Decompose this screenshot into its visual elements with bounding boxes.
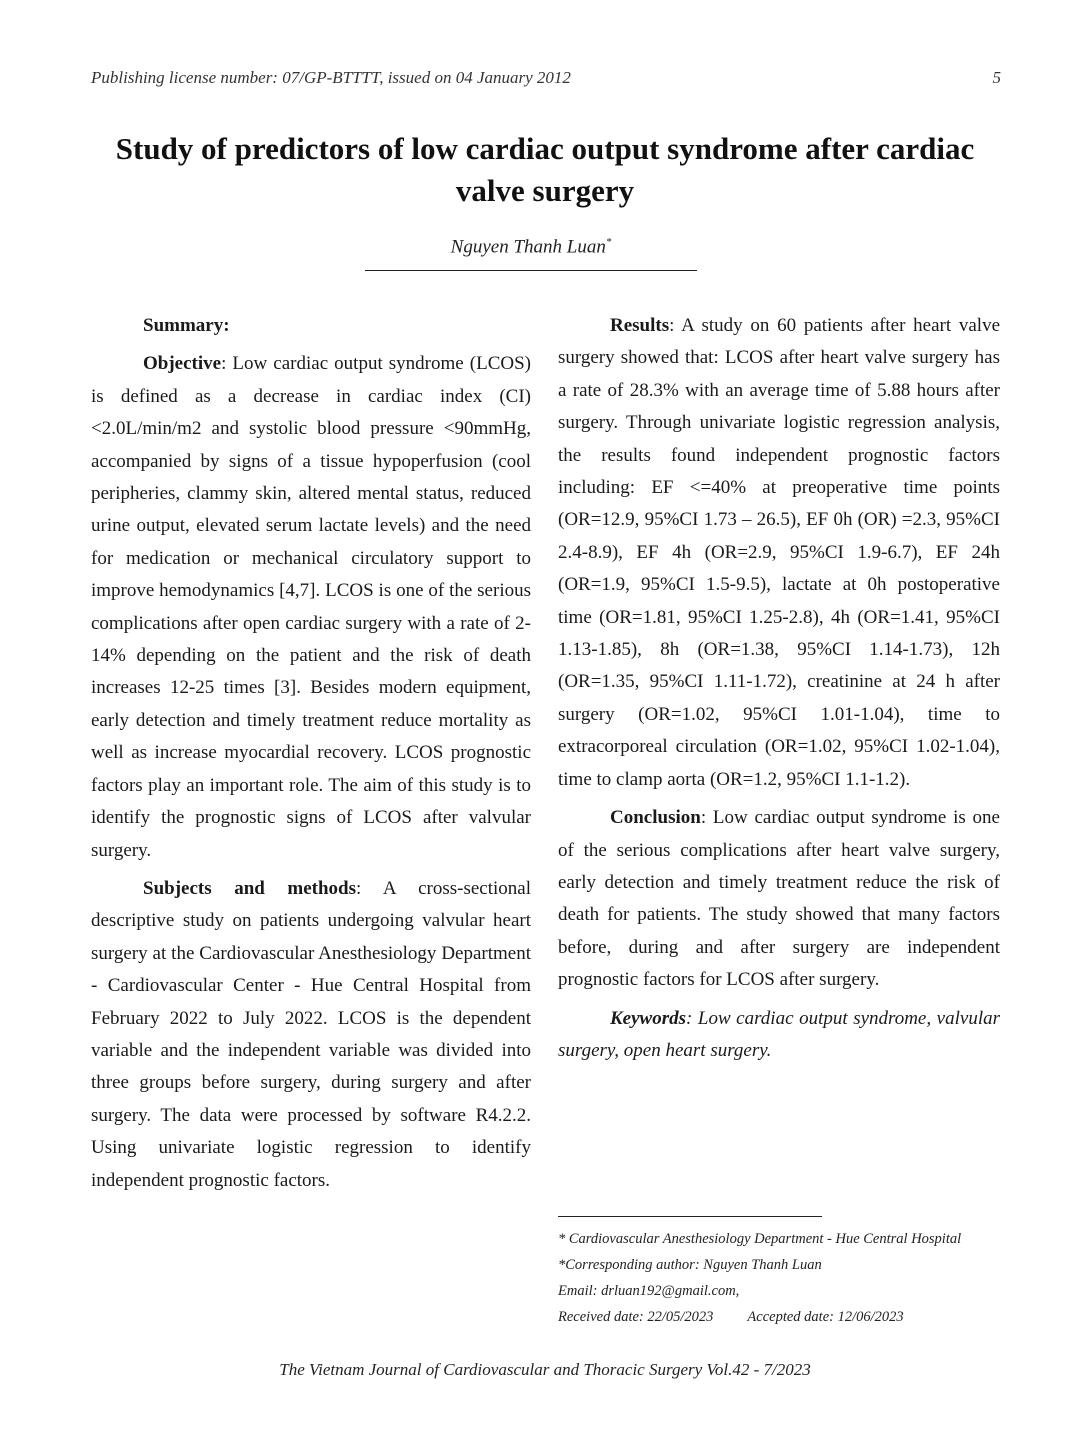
objective-paragraph [91,348,531,867]
conclusion-label: Conclusion [610,807,701,829]
article-title: Study of predictors of low cardiac output syndrome after cardiac valve surgery [115,131,975,208]
footnotes [558,1226,1008,1330]
keywords-text: : Low cardiac output syndrome, valvular surgery, open heart surgery. [558,1007,1000,1061]
methods-paragraph [91,873,531,1197]
keywords-label: Keywords [610,1007,686,1029]
page-number: 5 [992,68,1001,87]
results-label: Results [610,315,670,336]
methods-text: : A cross-sectional descriptive study on patients undergoing valvular heart surgery at the Cardiovascular Anesthesiology Department - Cardiovascular Center - Hue Central Hospital from February 2022 to July 2022. LCOS is the dependent variable and the independent variable was divided into three groups before surgery, during surgery and after surgery. The data were processed by software R4.2.2. Using univariate logistic regression to identify independent prognostic factors. [91,877,531,1191]
email-note: Email: drluan192@gmail.com, [558,1283,740,1299]
right-column [558,310,1000,1067]
footnote-divider [558,1216,822,1217]
objective-text: : Low cardiac output syndrome (LCOS) is defined as a decrease in cardiac index (CI) <2.0L/min/m2 and systolic blood pressure <90mmHg, accompanied by signs of a tissue hypoperfusion (cool peripheries, clammy skin, altered mental status, reduced urine output, elevated serum lactate levels) and the need for medication or mechanical circulatory support to improve hemodynamics [4,7]. LCOS is one of the serious complications after open cardiac surgery with a rate of 2-14% depending on the patient and the risk of death increases 12-25 times [3]. Besides modern equipment, early detection and timely treatment reduce mortality as well as increase myocardial recovery. LCOS prognostic factors play an important role. The aim of this study is to identify the prognostic signs of LCOS after valvular surgery. [91,353,531,861]
author-divider [365,270,697,271]
author-name: Nguyen Thanh Luan [450,236,606,258]
conclusion-paragraph [558,802,1000,996]
author-mark: * [605,236,612,248]
results-paragraph [558,310,1000,796]
running-head [91,68,1001,92]
results-text: : A study on 60 patients after heart valve surgery showed that: LCOS after heart valve surgery has a rate of 28.3% with an average time of 5.88 hours after surgery. Through univariate logistic regression analysis, the results found independent prognostic factors including: EF <=40% at preoperative time points (OR=12.9, 95%CI 1.73 – 26.5), EF 0h (OR) =2.3, 95%CI 2.4-8.9), EF 4h (OR=2.9, 95%CI 1.9-6.7), EF 24h (OR=1.9, 95%CI 1.5-9.5), lactate at 0h postoperative time (OR=1.81, 95%CI 1.25-2.8), 4h (OR=1.41, 95%CI 1.13-1.85), 8h (OR=1.38, 95%CI 1.14-1.73), 12h (OR=1.35, 95%CI 1.11-1.72), creatinine at 24 h after surgery (OR=1.02, 95%CI 1.01-1.04), time to extracorporeal circulation (OR=1.02, 95%CI 1.02-1.04), time to clamp aorta (OR=1.2, 95%CI 1.1-1.2). [558,315,1000,790]
received-date: Received date: 22/05/2023 [558,1309,714,1325]
publishing-license: Publishing license number: 07/GP-BTTTT, issued on 04 January 2012 [91,68,571,87]
methods-label: Subjects and methods [143,877,357,899]
corresponding-author-note: *Corresponding author: Nguyen Thanh Luan [558,1257,822,1273]
conclusion-text: : Low cardiac output syndrome is one of the serious complications after heart valve surgery, early detection and timely treatment reduce the risk of death for patients. The study showed that many factors before, during and after surgery are independent prognostic factors for LCOS after surgery. [558,807,1000,991]
journal-footer: The Vietnam Journal of Cardiovascular and Thoracic Surgery Vol.42 - 7/2023 [279,1360,811,1379]
keywords-paragraph [558,1003,1000,1068]
summary-heading: Summary: [143,315,230,336]
dates-note [558,1304,1008,1330]
accepted-date: Accepted date: 12/06/2023 [747,1309,904,1325]
left-column [91,310,531,1197]
objective-label: Objective [143,353,222,375]
author-line [365,236,697,258]
affiliation-note: * Cardiovascular Anesthesiology Department - Hue Central Hospital [558,1231,962,1247]
